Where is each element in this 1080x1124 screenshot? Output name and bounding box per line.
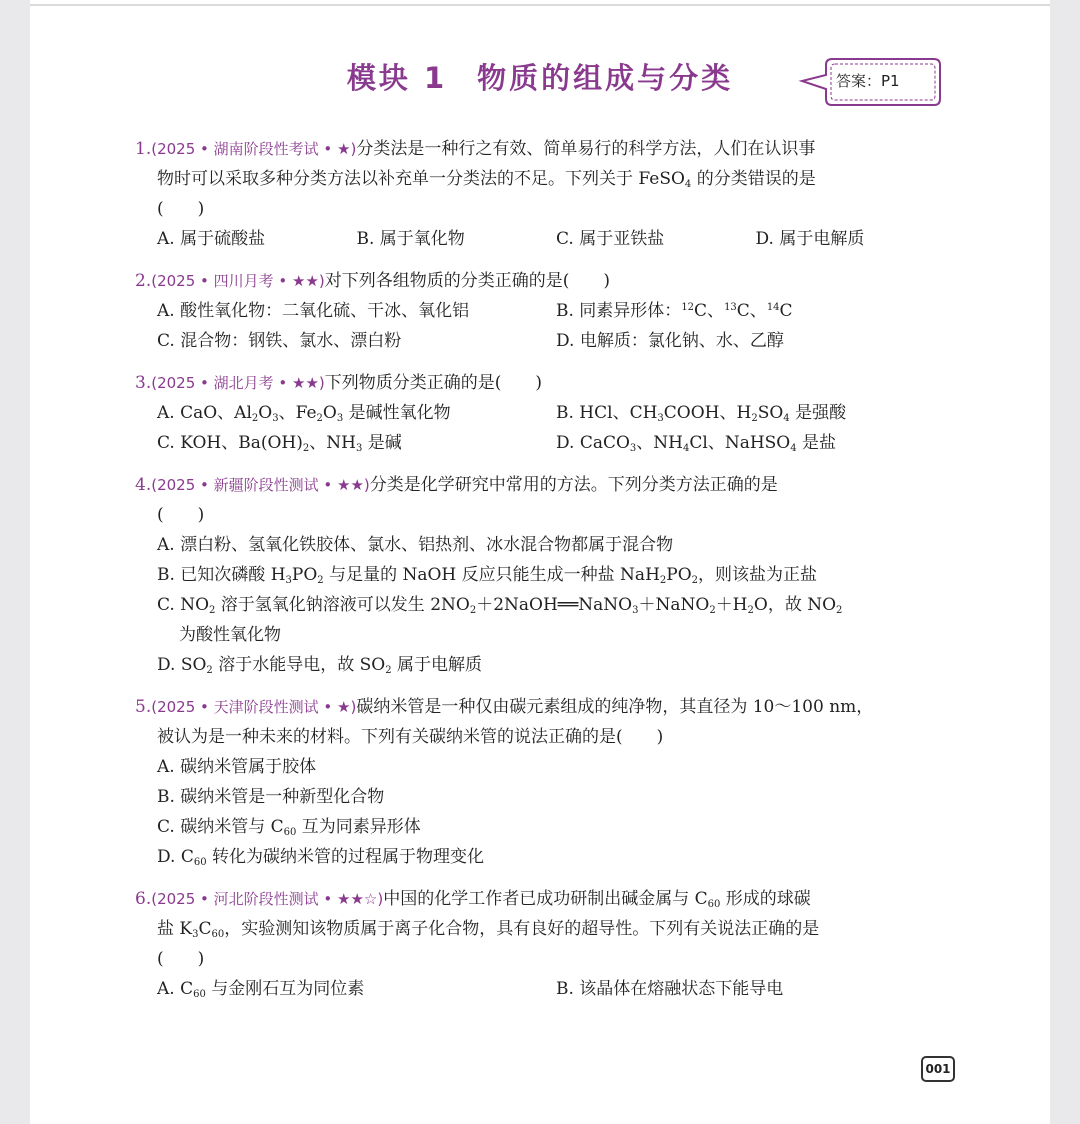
- question-1: [135, 134, 955, 254]
- document-page: [30, 0, 1050, 1124]
- module-name: 物质的组成与分类: [477, 61, 734, 95]
- top-divider: [30, 4, 1050, 6]
- answer-reference-text: 答案：P1: [836, 72, 900, 90]
- question-5: [135, 692, 955, 872]
- question-number: 1.: [135, 139, 152, 159]
- question-stem-line: 下列物质分类正确的是( ): [324, 373, 543, 393]
- option-a: A. 酸性氧化物：二氧化硫、干冰、氧化铝: [157, 301, 470, 321]
- option-b: B. 该晶体在熔融状态下能导电: [556, 979, 784, 999]
- option-b: B. 属于氧化物: [356, 229, 465, 249]
- question-stem-line: 中国的化学工作者已成功研制出碱金属与 $C_{60}$ 形成的球碳: [383, 889, 811, 910]
- answer-blank: ( ): [157, 505, 205, 525]
- question-stem-line: 对下列各组物质的分类正确的是( ): [324, 271, 611, 291]
- option-b: B. 碳纳米管是一种新型化合物: [157, 787, 385, 807]
- question-number: 2.: [135, 271, 152, 291]
- option-c: C. 混合物：钢铁、氯水、漂白粉: [157, 331, 402, 351]
- option-b: B. 已知次磷酸 $H_3PO_2$ 与足量的 NaOH 反应只能生成一种盐 $NaH_2PO_2$，则该盐为正盐: [157, 565, 818, 586]
- option-d: D. 属于电解质: [755, 229, 865, 249]
- question-stem-line: 分类法是一种行之有效、简单易行的科学方法，人们在认识事: [356, 139, 816, 159]
- question-source: (2025 • 四川月考 • ★★): [151, 272, 325, 290]
- option-row: [135, 428, 955, 458]
- answer-blank: ( ): [157, 949, 205, 969]
- page-number: 001: [921, 1056, 955, 1082]
- option-a: A. $C_{60}$ 与金刚石互为同位素: [157, 979, 365, 1000]
- option-c: C. KOH、$Ba(OH)_2$、$NH_3$ 是碱: [157, 433, 402, 454]
- question-list: [135, 134, 955, 1016]
- question-number: 5.: [135, 697, 152, 717]
- option-row: [135, 398, 955, 428]
- option-a: A. 碳纳米管属于胶体: [157, 757, 317, 777]
- answer-blank: ( ): [157, 199, 205, 219]
- option-a: A. 属于硫酸盐: [157, 229, 266, 249]
- question-3: [135, 368, 955, 458]
- option-a: A. 漂白粉、氢氧化铁胶体、氯水、铝热剂、冰水混合物都属于混合物: [157, 535, 674, 555]
- question-source: (2025 • 湖南阶段性考试 • ★): [151, 140, 357, 158]
- answer-reference-box: [798, 57, 942, 105]
- question-stem-line: 碳纳米管是一种仅由碳元素组成的纯净物，其直径为 10～100 nm，: [356, 697, 874, 717]
- option-b: B. 同素异形体：$^{12}$C、$^{13}$C、$^{14}$C: [556, 301, 793, 321]
- question-source: (2025 • 新疆阶段性测试 • ★★): [151, 476, 370, 494]
- option-row: [135, 974, 955, 1004]
- question-stem-line: 盐 $K_3C_{60}$，实验测知该物质属于离子化合物，具有良好的超导性。下列有关说法正确的是: [157, 919, 820, 940]
- question-6: [135, 884, 955, 1004]
- option-row: [135, 224, 955, 254]
- question-stem-line: 分类是化学研究中常用的方法。下列分类方法正确的是: [369, 475, 778, 495]
- option-d: D. 电解质：氯化钠、水、乙醇: [556, 331, 784, 351]
- question-4: [135, 470, 955, 680]
- option-c: C. 属于亚铁盐: [556, 229, 665, 249]
- question-number: 3.: [135, 373, 152, 393]
- question-number: 4.: [135, 475, 152, 495]
- question-number: 6.: [135, 889, 152, 909]
- option-c-continued: 为酸性氧化物: [179, 625, 281, 645]
- question-source: (2025 • 河北阶段性测试 • ★★☆): [151, 890, 384, 908]
- option-d: D. $C_{60}$ 转化为碳纳米管的过程属于物理变化: [157, 847, 484, 868]
- option-d: D. $SO_2$ 溶于水能导电，故 $SO_2$ 属于电解质: [157, 655, 482, 676]
- module-number: 模块 1: [346, 61, 448, 95]
- option-row: [135, 296, 955, 326]
- question-stem-line: 被认为是一种未来的材料。下列有关碳纳米管的说法正确的是( ): [157, 727, 664, 747]
- option-row: [135, 326, 955, 356]
- option-d: D. CaCO$_3$、$NH_4Cl$、NaHSO$_4$ 是盐: [556, 433, 837, 454]
- option-c: C. 碳纳米管与 $C_{60}$ 互为同素异形体: [157, 817, 421, 838]
- option-c: C. $NO_2$ 溶于氢氧化钠溶液可以发生 $2NO_2+2NaOH══NaNO_3+NaNO_2+H_2O$，故 $NO_2$: [157, 595, 843, 616]
- option-b: B. HCl、$CH_3COOH$、$H_2SO_4$ 是强酸: [556, 403, 847, 424]
- question-source: (2025 • 天津阶段性测试 • ★): [151, 698, 357, 716]
- option-a: A. CaO、$Al_2O_3$、$Fe_2O_3$ 是碱性氧化物: [157, 403, 451, 424]
- question-2: [135, 266, 955, 356]
- question-source: (2025 • 湖北月考 • ★★): [151, 374, 325, 392]
- question-stem-line: 物时可以采取多种分类方法以补充单一分类法的不足。下列关于 FeSO$_4$ 的分类错误的是: [157, 169, 816, 190]
